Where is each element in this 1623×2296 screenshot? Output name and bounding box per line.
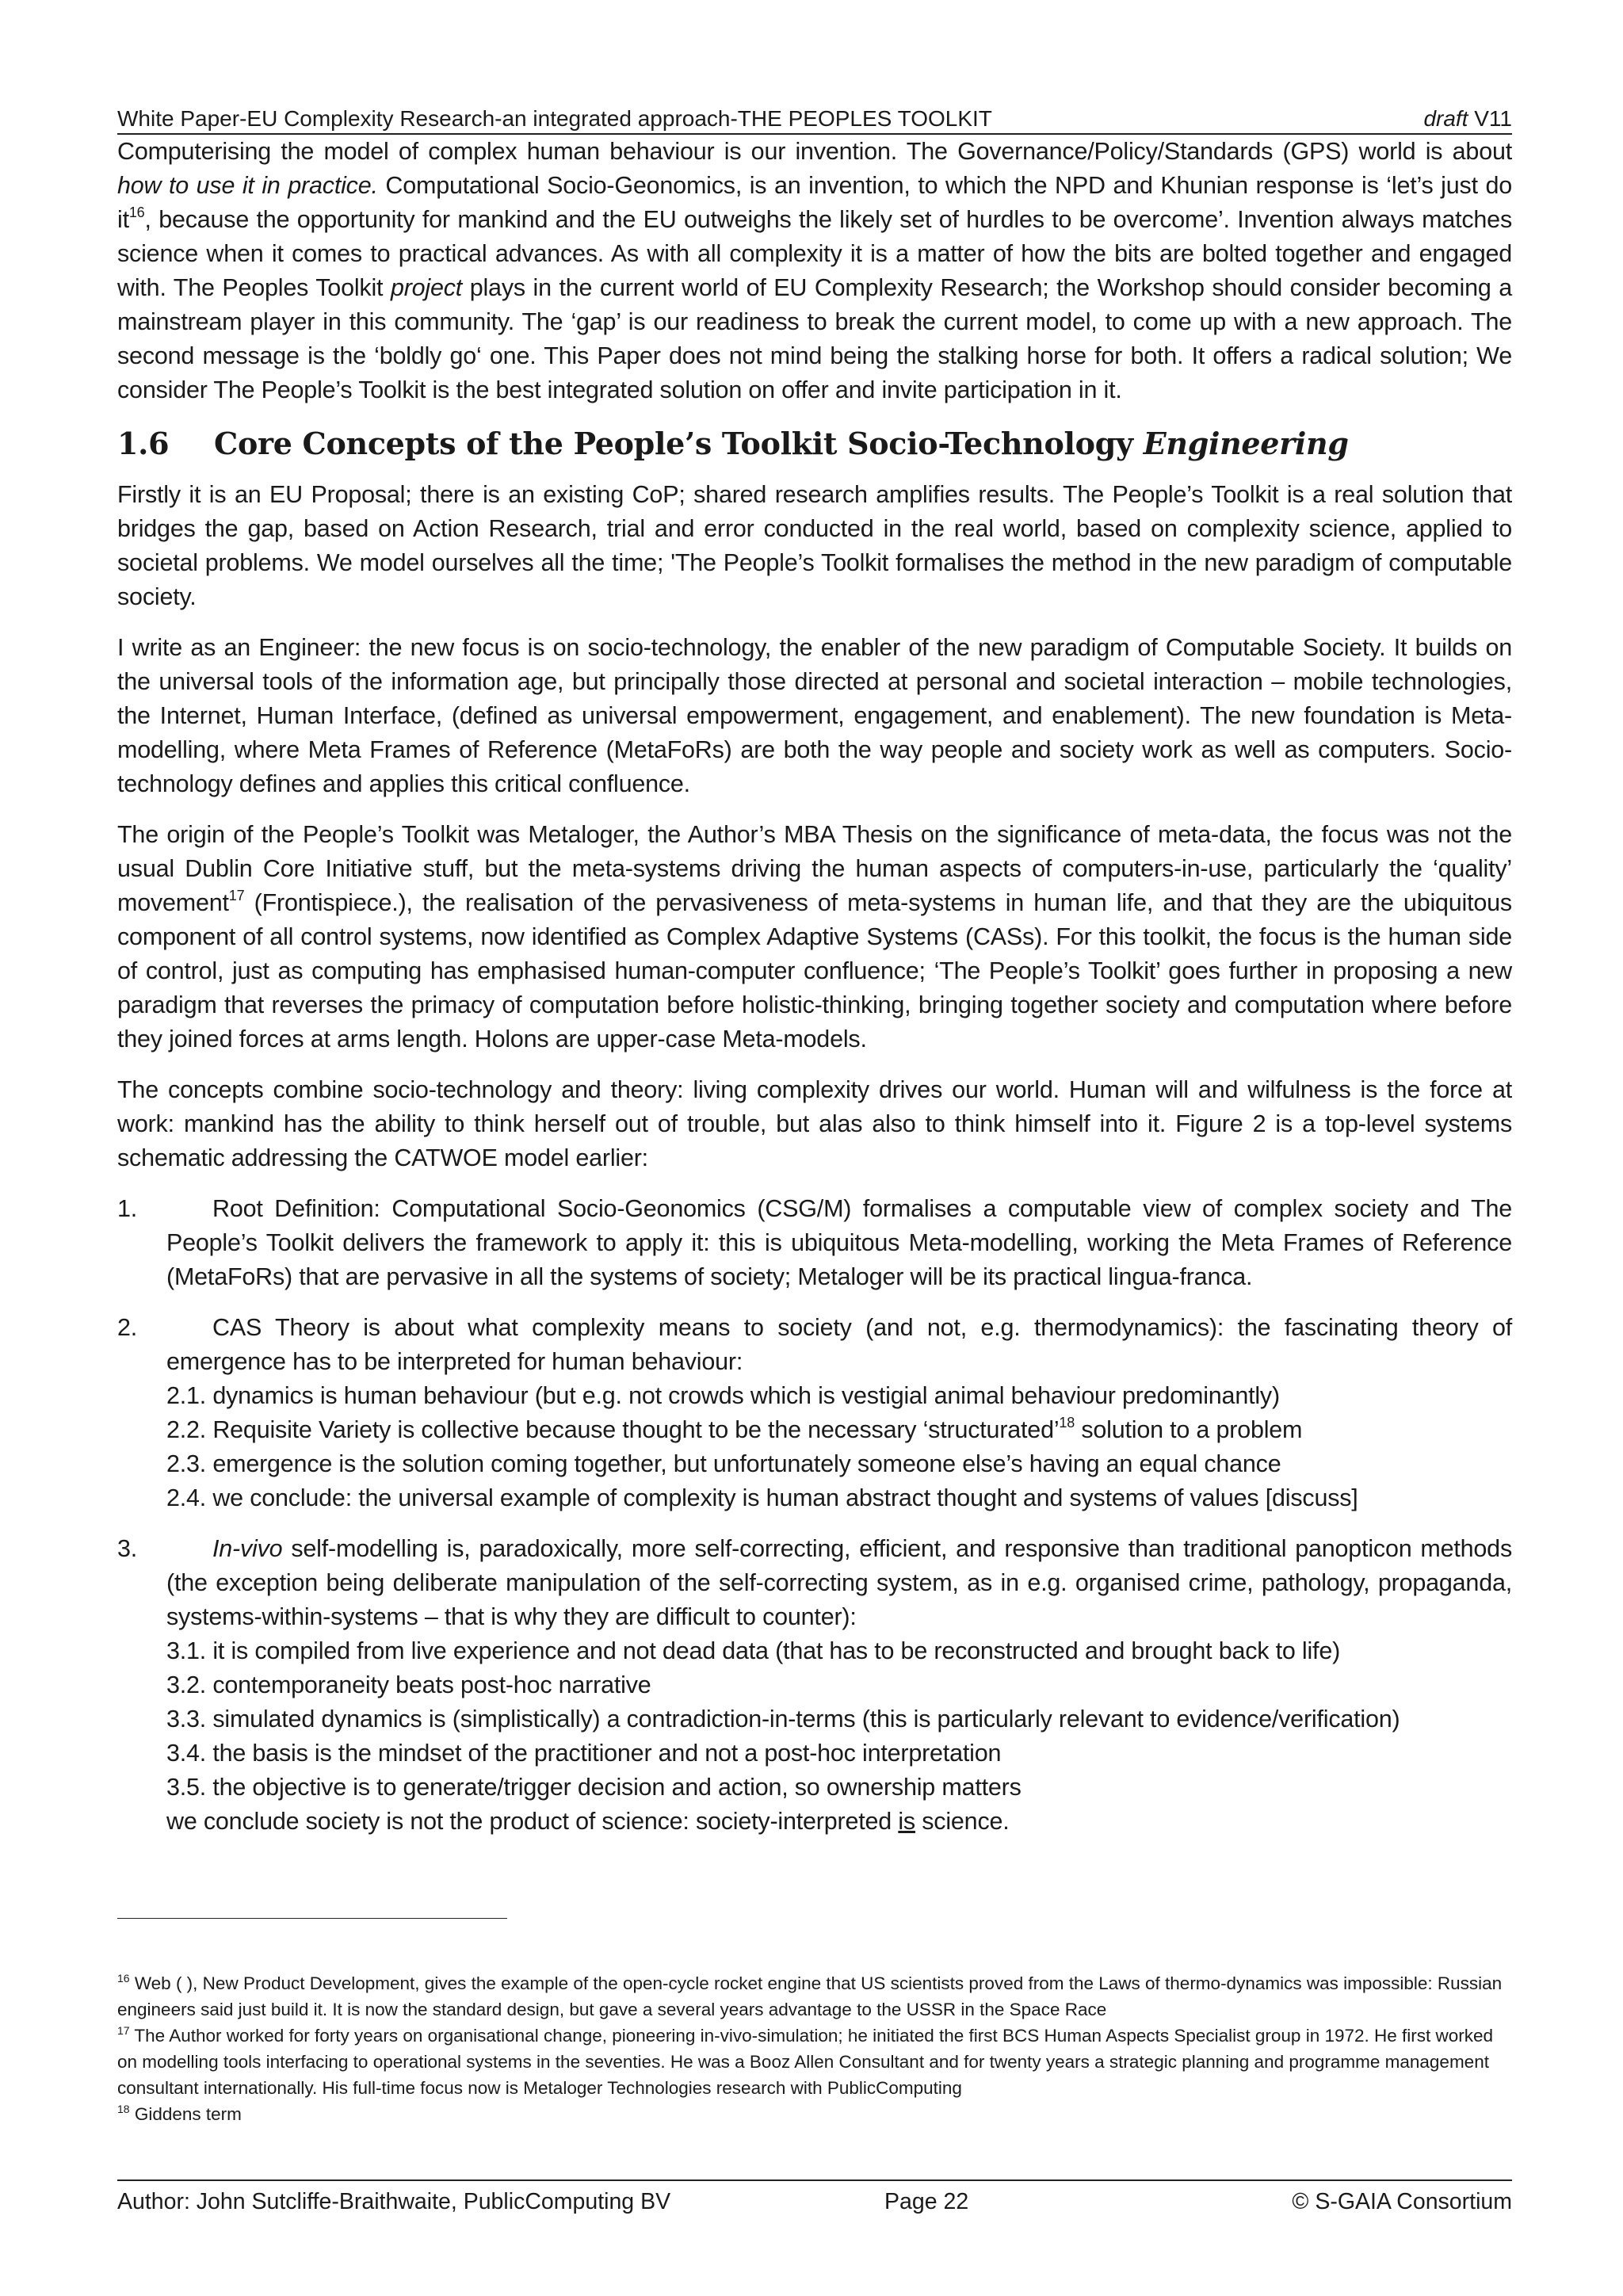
conclusion-text: science. — [915, 1808, 1010, 1835]
section-title-emphasis: Engineering — [1143, 426, 1349, 461]
footnote-18 — [117, 2101, 1512, 2127]
list-item-emphasis: In-vivo — [212, 1535, 283, 1562]
footer-author: Author: John Sutcliffe-Braithwaite, PublicComputing BV — [117, 2189, 671, 2214]
intro-paragraph — [117, 135, 1512, 407]
footnote-ref-17[interactable]: 17 — [228, 887, 245, 904]
conclusion-underlined: is — [898, 1808, 915, 1835]
intro-text-1: Computerising the model of complex human behaviour is our invention. The Governance/Policy/Standards (GPS) world is about — [117, 138, 1512, 165]
footer-page-number: Page 22 — [884, 2189, 969, 2214]
concept-list — [117, 1192, 1512, 1839]
sublist — [166, 1379, 1512, 1515]
sublist-item: 2.1. dynamics is human behaviour (but e.g. not crowds which is vestigial animal behaviour predominantly) — [166, 1382, 1280, 1409]
footnote-ref-18[interactable]: 18 — [1059, 1414, 1075, 1431]
footer-copyright: © S-GAIA Consortium — [1292, 2189, 1512, 2214]
list-number: 3. — [117, 1535, 138, 1562]
list-item — [117, 1532, 1512, 1839]
footnote-text: The Author worked for forty years on organisational change, pioneering in-vivo-simulation; he initiated the first BCS Human Aspects Specialist group in 1972. He first worked on modelling tools interfacing to operational systems in the seventies. He was a Booz Allen Consultant and for twenty years a strategic planning and programme management consultant internationally. His full-time focus now is Metaloger Technologies research with PublicComputing — [117, 2026, 1494, 2098]
footnote-number: 17 — [117, 2023, 130, 2037]
list-item-text: self-modelling is, paradoxically, more self-correcting, efficient, and responsive than traditional panopticon methods (the exception being deliberate manipulation of the self-correcting system, as in e.g. organised crime, pathology, propaganda, systems-within-systems – that is why they are difficult to counter): — [166, 1535, 1512, 1630]
footnote-number: 16 — [117, 1971, 130, 1985]
sublist-item — [166, 1413, 1512, 1447]
section-heading — [117, 424, 1512, 464]
footnote-17 — [117, 2023, 1512, 2101]
sublist-item: 3.1. it is compiled from live experience and not dead data (that has to be reconstructed and brought back to life) — [166, 1637, 1341, 1664]
paragraph-eu-proposal: Firstly it is an EU Proposal; there is an existing CoP; shared research amplifies results. The People’s Toolkit is a real solution that bridges the gap, based on Action Research, trial and error conducted in the real world, based on complexity science, applied to societal problems. We model ourselves all the time; 'The People’s Toolkit formalises the method in the new paradigm of computable society. — [117, 481, 1512, 610]
sublist-item: 3.2. contemporaneity beats post-hoc narrative — [166, 1671, 651, 1698]
intro-text-3: , because the opportunity for mankind and the EU outweighs the likely set of hurdles to be overcome’. Invention always matches science when it comes to practical advances. As with all complexity it is a matter of how the bits are bolted together and engaged with. The Peoples Toolkit — [117, 206, 1512, 301]
page — [117, 95, 1512, 1855]
sublist-text: 2.2. Requisite Variety is collective because thought to be the necessary ‘structurated’ — [166, 1416, 1060, 1443]
footnote-number: 18 — [117, 2102, 130, 2115]
footnote-ref-16[interactable]: 16 — [128, 204, 145, 220]
conclusion — [166, 1805, 1512, 1839]
sublist-item: 3.5. the objective is to generate/trigger decision and action, so ownership matters — [166, 1774, 1022, 1801]
document-body — [117, 135, 1512, 1839]
paragraph-concepts: The concepts combine socio-technology and theory: living complexity drives our world. Human will and wilfulness is the force at work: mankind has the ability to think herself out of trouble, but alas also to think himself into it. Figure 2 is a top-level systems schematic addressing the CATWOE model earlier: — [117, 1076, 1512, 1171]
sublist-item: 3.4. the basis is the mindset of the practitioner and not a post-hoc interpretation — [166, 1740, 1002, 1767]
sublist — [166, 1634, 1512, 1839]
paragraph-origin — [117, 818, 1512, 1056]
paragraph-engineer: I write as an Engineer: the new focus is on socio-technology, the enabler of the new paradigm of Computable Society. It builds on the universal tools of the information age, but principally those directed at personal and societal interaction – mobile technologies, the Internet, Human Interface, (defined as universal empowerment, engagement, and enablement). The new foundation is Meta-modelling, where Meta Frames of Reference (MetaFoRs) are both the way people and society work as well as computers. Socio-technology defines and applies this critical confluence. — [117, 634, 1512, 797]
section-number: 1.6 — [117, 426, 170, 461]
header-version — [1423, 106, 1512, 132]
footnote-text: Giddens term — [129, 2104, 242, 2124]
running-header — [117, 95, 1512, 135]
list-number: 1. — [117, 1195, 138, 1222]
intro-text-4: plays in the current world of EU Complexity Research; the Workshop should consider becoming a mainstream player in this community. The ‘gap’ is our readiness to break the current model, to come up with a new approach. The second message is the ‘boldly go‘ one. This Paper does not mind being the stalking horse for both. It offers a radical solution; We consider The People’s Toolkit is the best integrated solution on offer and invite participation in it. — [117, 274, 1512, 403]
footnote-separator — [117, 1918, 507, 1919]
header-title: White Paper-EU Complexity Research-an integrated approach-THE PEOPLES TOOLKIT — [117, 106, 992, 131]
sublist-text: solution to a problem — [1075, 1416, 1303, 1443]
page-footer — [117, 2179, 1512, 2215]
footnote-text: Web ( ), New Product Development, gives the example of the open-cycle rocket engine that US scientists proved from the Laws of thermo-dynamics was impossible: Russian engineers said just build it. It is now the standard design, but gave a several years advantage to the USSR in the Space Race — [117, 1973, 1503, 2019]
sublist-item: 3.3. simulated dynamics is (simplistically) a contradiction-in-terms (this is particularly relevant to evidence/verification) — [166, 1706, 1400, 1733]
version-label: V11 — [1474, 106, 1512, 131]
sublist-item: 2.4. we conclude: the universal example of complexity is human abstract thought and systems of values [discuss] — [166, 1484, 1358, 1511]
origin-text-1: The origin of the People’s Toolkit was Metaloger, the Author’s MBA Thesis on the significance of meta-data, the focus was not the usual Dublin Core Initiative stuff, but the meta-systems driving the human aspects of computers-in-use, particularly the ‘quality’ movement — [117, 821, 1512, 916]
intro-emphasis-2: project — [390, 274, 463, 301]
list-item-text: Root Definition: Computational Socio-Geonomics (CSG/M) formalises a computable view of complex society and The People’s Toolkit delivers the framework to apply it: this is ubiquitous Meta-modelling, working the Meta Frames of Reference (MetaFoRs) that are pervasive in all the systems of society; Metaloger will be its practical lingua-franca. — [166, 1195, 1512, 1290]
intro-text-2: Computational Socio-Geonomics, is an invention, to which the NPD and Khunian response is ‘let’s just do it — [117, 172, 1512, 233]
draft-label: draft — [1423, 106, 1468, 131]
list-item — [117, 1192, 1512, 1294]
intro-emphasis-1: how to use it in practice. — [117, 172, 378, 199]
footnote-16 — [117, 1970, 1512, 2023]
section-title: Core Concepts of the People’s Toolkit Socio-Technology — [214, 426, 1133, 461]
origin-text-2: (Frontispiece.), the realisation of the pervasiveness of meta-systems in human life, and that they are the ubiquitous component of all control systems, now identified as Complex Adaptive Systems (CASs). For this toolkit, the focus is the human side of control, just as computing has emphasised human-computer confluence; ‘The People’s Toolkit’ goes further in proposing a new paradigm that reverses the primacy of computation before holistic-thinking, bringing together society and computation where before they joined forces at arms length. Holons are upper-case Meta-models. — [117, 889, 1512, 1052]
list-item — [117, 1311, 1512, 1515]
list-number: 2. — [117, 1314, 138, 1341]
list-item-text: CAS Theory is about what complexity means to society (and not, e.g. thermodynamics): the fascinating theory of emergence has to be interpreted for human behaviour: — [166, 1314, 1512, 1375]
conclusion-text: we conclude society is not the product of science: society-interpreted — [166, 1808, 899, 1835]
sublist-item: 2.3. emergence is the solution coming together, but unfortunately someone else’s having an equal chance — [166, 1450, 1281, 1477]
footnotes — [117, 1970, 1512, 2127]
